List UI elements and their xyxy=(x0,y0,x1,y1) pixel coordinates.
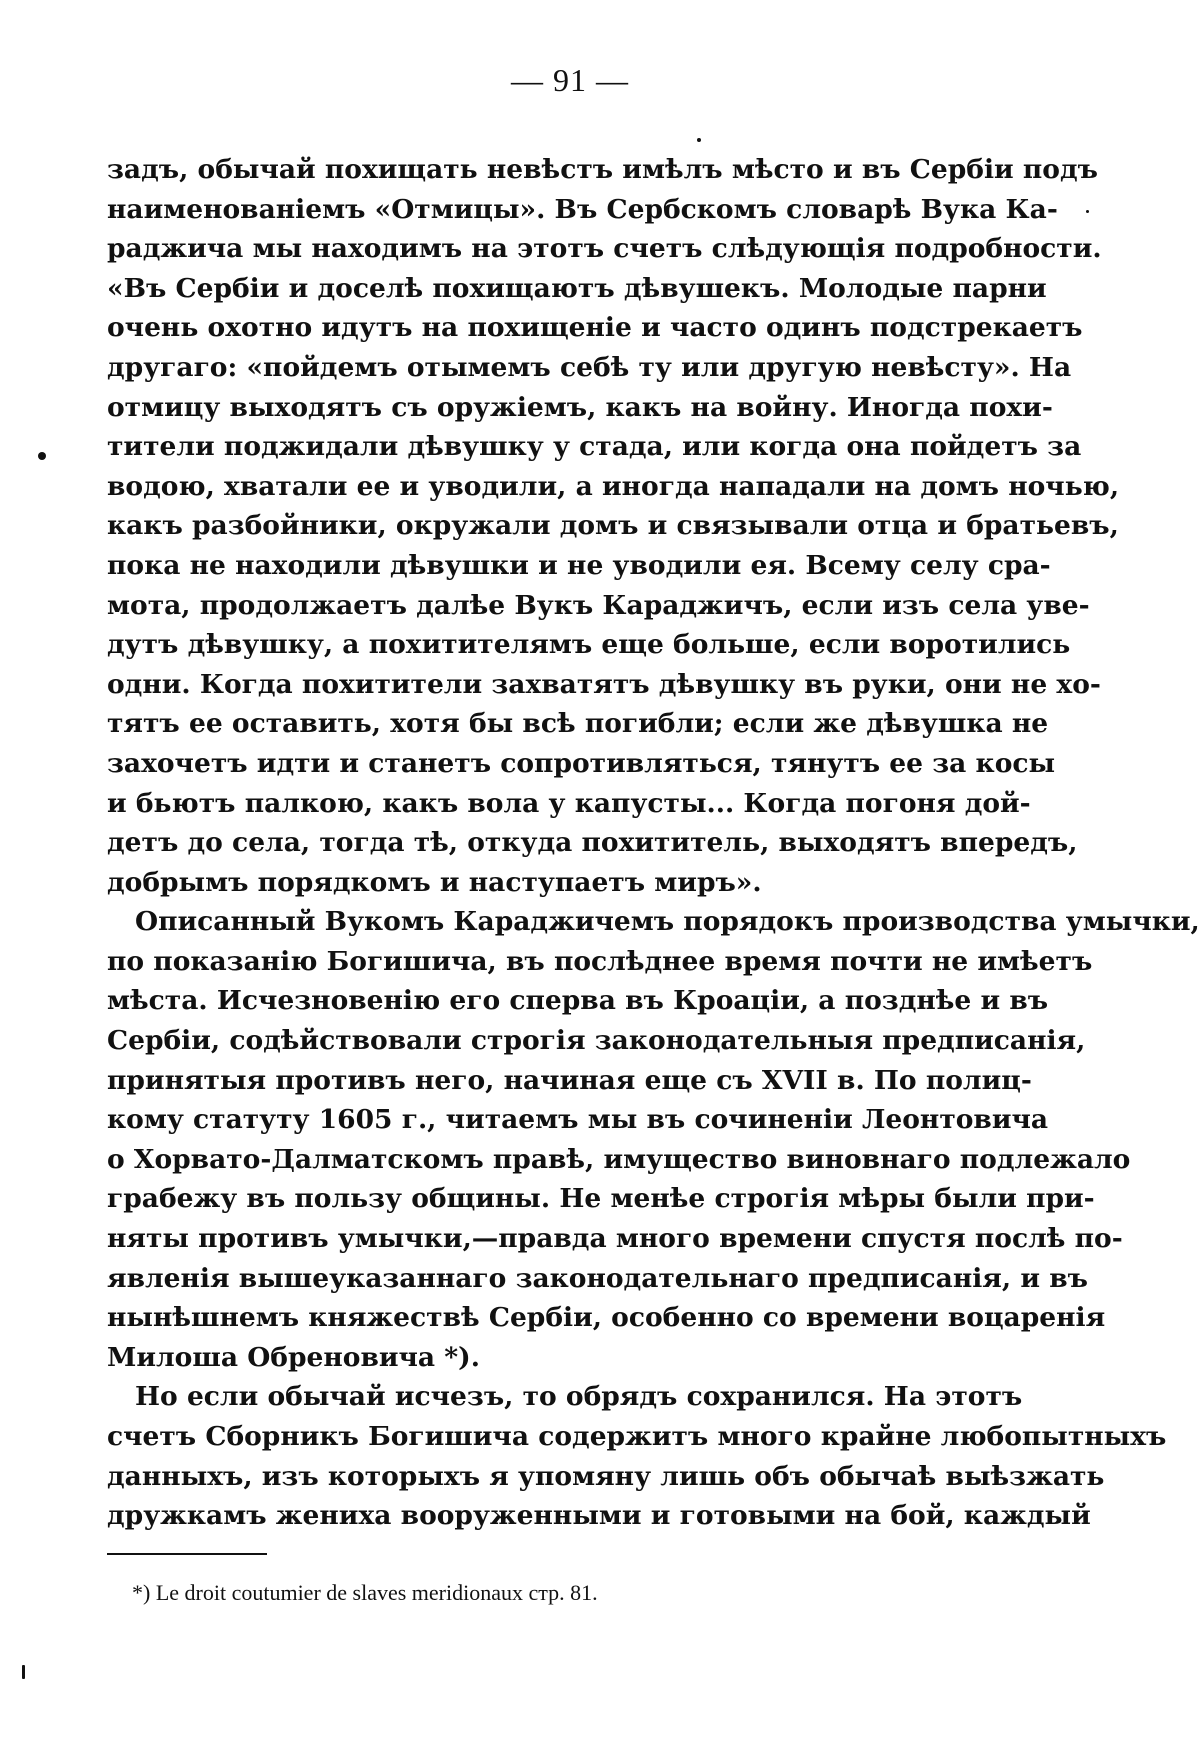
text-line: кому статуту 1605 г., читаемъ мы въ сочиненіи Леонтовича xyxy=(107,1104,1049,1136)
text-line: задъ, обычай похищать невѣстъ имѣлъ мѣсто и въ Сербіи подъ xyxy=(107,154,1098,185)
text-line: тители поджидали дѣвушку у стада, или когда она пойдетъ за xyxy=(107,431,1082,463)
paragraph-3 xyxy=(107,1377,1167,1535)
footnote-divider xyxy=(107,1553,267,1555)
text-line: добрымъ порядкомъ и наступаетъ миръ». xyxy=(107,866,762,898)
body-text xyxy=(107,150,1200,1536)
text-line: данныхъ, изъ которыхъ я упомяну лишь объ обычаѣ выѣзжать xyxy=(107,1460,1105,1492)
text-line: и бьютъ палкою, какъ вола у капусты... Когда погоня дой- xyxy=(107,787,1031,819)
text-line: Описанный Вукомъ Караджичемъ порядокъ производства умычки, xyxy=(135,906,1200,938)
text-line: тятъ ее оставить, хотя бы всѣ погибли; если же дѣвушка не xyxy=(107,708,1049,740)
text-line: дружкамъ жениха вооруженными и готовыми на бой, каждый xyxy=(107,1500,1091,1532)
page-number: — 91 — xyxy=(511,62,629,98)
text-line: мота, продолжаетъ далѣе Вукъ Караджичъ, если изъ села уве- xyxy=(107,589,1090,621)
text-line: «Въ Сербіи и доселѣ похищаютъ дѣвушекъ. Молодые парни xyxy=(107,272,1047,304)
text-line: одни. Когда похитители захватятъ дѣвушку въ руки, они не хо- xyxy=(107,668,1101,700)
text-line: наименованіемъ «Отмицы». Въ Сербскомъ словарѣ Вука Ка- xyxy=(107,193,1058,225)
text-line: счетъ Сборникъ Богишича содержитъ много крайне любопытныхъ xyxy=(107,1421,1167,1452)
text-line: пока не находили дѣвушки и не уводили ея. Всему селу сра- xyxy=(107,549,1051,581)
scan-speck xyxy=(697,138,701,142)
text-line: Милоша Обреновича *). xyxy=(107,1341,480,1373)
text-line: по показанію Богишича, въ послѣднее время почти не имѣетъ xyxy=(107,945,1093,977)
text-line: раджича мы находимъ на этотъ счетъ слѣдующія подробности. xyxy=(107,233,1102,265)
text-line: грабежу въ пользу общины. Не менѣе строгія мѣры были при- xyxy=(107,1183,1095,1215)
text-line: о Хорвато-Далматскомъ правѣ, имущество виновнаго подлежало xyxy=(107,1143,1131,1175)
text-line: какъ разбойники, окружали домъ и связывали отца и братьевъ, xyxy=(107,510,1119,542)
text-line: водою, хватали ее и уводили, а иногда нападали на домъ ночью, xyxy=(107,470,1120,502)
footnote: *) Le droit coutumier de slaves meridionaux стр. 81. xyxy=(132,1580,598,1605)
text-line: дутъ дѣвушку, а похитителямъ еще больше, если воротились xyxy=(107,629,1071,661)
text-line: нынѣшнемъ княжествѣ Сербіи, особенно со времени воцаренія xyxy=(107,1302,1106,1334)
text-line: захочетъ идти и станетъ сопротивляться, тянутъ ее за косы xyxy=(107,747,1056,779)
text-line: няты противъ умычки,—правда много времени спустя послѣ по- xyxy=(107,1223,1123,1255)
text-line: отмицу выходятъ съ оружіемъ, какъ на войну. Иногда похи- xyxy=(107,391,1053,423)
paragraph-2 xyxy=(107,902,1200,1377)
text-line: очень охотно идутъ на похищеніе и часто одинъ подстрекаетъ xyxy=(107,312,1083,344)
scan-speck xyxy=(22,1665,25,1679)
text-line: другаго: «пойдемъ отымемъ себѣ ту или другую невѣсту». На xyxy=(107,351,1072,383)
text-line: мѣста. Исчезновенію его сперва въ Кроаціи, а позднѣе и въ xyxy=(107,985,1049,1017)
scan-speck xyxy=(1086,210,1089,213)
paragraph-1 xyxy=(107,150,1120,902)
scan-speck xyxy=(38,452,46,460)
text-line: явленія вышеуказаннаго законодательнаго предписанія, и въ xyxy=(107,1262,1088,1294)
text-line: Сербіи, содѣйствовали строгія законодательныя предписанія, xyxy=(107,1025,1086,1057)
text-line: детъ до села, тогда тѣ, откуда похититель, выходятъ впередъ, xyxy=(107,827,1078,859)
text-line: Но если обычай исчезъ, то обрядъ сохранился. На этотъ xyxy=(135,1381,1023,1413)
text-line: принятыя противъ него, начиная еще съ XVII в. По полиц- xyxy=(107,1064,1032,1096)
